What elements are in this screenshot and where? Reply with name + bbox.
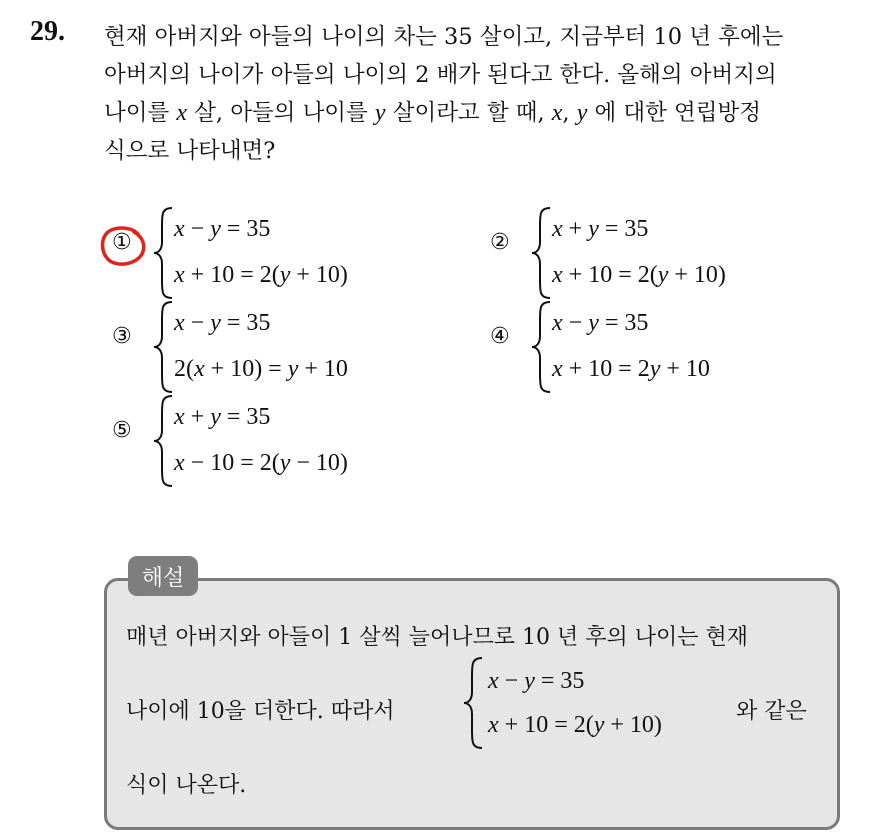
choice-1-equation-2: x + 10 = 2(y + 10): [174, 262, 348, 288]
question-text: [104, 18, 864, 170]
solution-equation-1: x − y = 35: [488, 668, 585, 694]
choice-2-equation-1: x + y = 35: [552, 216, 649, 242]
choice-5-number: ⑤: [112, 418, 132, 443]
choice-4-number: ④: [490, 324, 510, 349]
question-line-3: 나이를 x 살, 아들의 나이를 y 살이라고 할 때, x, y 에 대한 연립방정: [104, 100, 761, 126]
choice-4-equation-1: x − y = 35: [552, 310, 649, 336]
left-brace-icon: [462, 656, 484, 750]
question-line-2: 아버지의 나이가 아들의 나이의 2 배가 된다고 한다. 올해의 아버지의: [104, 62, 777, 88]
choice-1-number: ①: [112, 230, 132, 255]
question-line-4: 식으로 나타내면?: [104, 138, 276, 164]
choice-3-number: ③: [112, 324, 132, 349]
choice-3-equation-2: 2(x + 10) = y + 10: [174, 356, 348, 382]
choice-4-equation-2: x + 10 = 2y + 10: [552, 356, 710, 382]
left-brace-icon: [530, 300, 552, 394]
solution-line-3: 식이 나온다.: [126, 773, 247, 798]
answer-circle-mark: [98, 224, 148, 268]
question-number: 29.: [30, 16, 65, 47]
left-brace-icon: [152, 206, 174, 300]
solution-tag: 해설: [128, 556, 198, 596]
left-brace-icon: [152, 300, 174, 394]
choice-2-equation-2: x + 10 = 2(y + 10): [552, 262, 726, 288]
solution-line-2-after: 와 같은: [736, 699, 807, 724]
choice-2-number: ②: [490, 230, 510, 255]
choice-5-equation-1: x + y = 35: [174, 404, 271, 430]
choice-5-equation-2: x − 10 = 2(y − 10): [174, 450, 348, 476]
solution-line-1: 매년 아버지와 아들이 1 살씩 늘어나므로 10 년 후의 나이는 현재: [126, 625, 748, 650]
solution-line-2-before: 나이에 10을 더한다. 따라서: [126, 699, 395, 724]
choice-1-equation-1: x − y = 35: [174, 216, 271, 242]
left-brace-icon: [152, 394, 174, 488]
choice-3-equation-1: x − y = 35: [174, 310, 271, 336]
solution-equation-2: x + 10 = 2(y + 10): [488, 712, 662, 738]
question-line-1: 현재 아버지와 아들의 나이의 차는 35 살이고, 지금부터 10 년 후에는: [104, 24, 784, 50]
left-brace-icon: [530, 206, 552, 300]
